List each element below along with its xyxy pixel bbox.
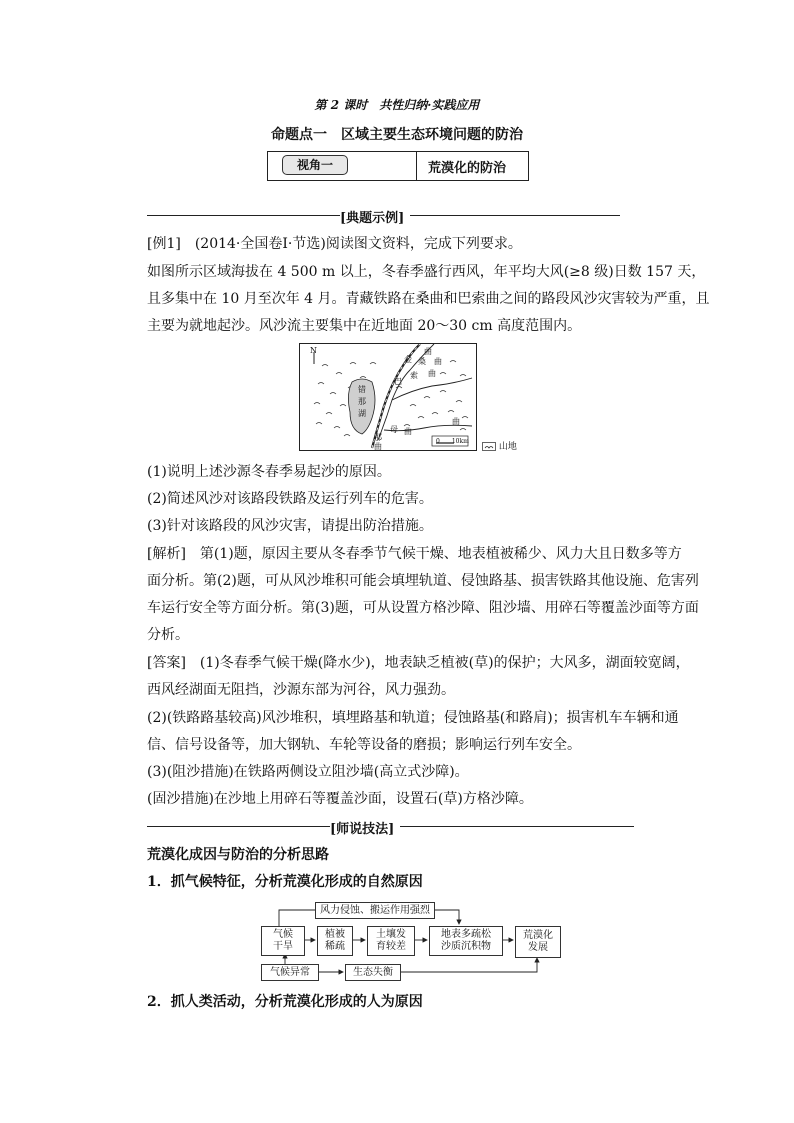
view-title: 荒漠化的防治 (428, 161, 507, 176)
map-label: 巴 (394, 377, 402, 386)
region-map (299, 343, 477, 451)
analysis-line: 车运行安全等方面分析。第(3)题，可从设置方格沙障、阻沙墙、用碎石等覆盖沙面等方面 (147, 600, 699, 616)
analysis-line: 面分析。第(2)题，可从风沙堆积可能会填埋轨道、侵蚀路基、损害铁路其他设施、危害列 (147, 573, 699, 589)
flow-box-eco-imbalance (345, 964, 401, 981)
flow-box-line: 荒漠化 (523, 930, 553, 941)
river (392, 378, 472, 400)
section-label-examples: [典题示例] (340, 211, 405, 226)
map-label: 曲 (404, 427, 412, 436)
map-north-label: N (310, 346, 317, 355)
map-label: 金 (404, 355, 412, 364)
map-label: 曲 (374, 442, 382, 451)
answer-line: (固沙措施)在沙地上用碎石等覆盖沙面，设置石(草)方格沙障。 (147, 791, 533, 807)
map-legend-label: 山地 (498, 442, 517, 452)
example-paragraph-line: 且多集中在 10 月至次年 4 月。青藏铁路在桑曲和巴索曲之间的路段风沙灾害较为严重，且 (147, 291, 710, 307)
flow-top-box (315, 902, 435, 919)
mountain-legend-icon (482, 442, 496, 451)
method-heading-2: 2．抓人类活动，分析荒漠化形成的人为原因 (147, 994, 423, 1010)
map-label: 那 (358, 397, 366, 406)
section-rule-right (400, 826, 634, 827)
map-label: 曲 (424, 347, 432, 356)
question-line: (2)简述风沙对该路段铁路及运行列车的危害。 (147, 491, 433, 507)
lesson-title: 第 2 课时 共性归纳·实践应用 (314, 98, 480, 112)
map-label: 桑 (418, 357, 426, 366)
view-divider (416, 152, 417, 180)
method-title: 荒漠化成因与防治的分析思路 (147, 847, 329, 863)
map-label: 错 (358, 385, 366, 394)
answer-line: 西风经湖面无阻挡，沙源东部为河谷，风力强劲。 (147, 682, 455, 698)
map-legend (482, 439, 517, 452)
flow-box-vegetation (317, 926, 353, 956)
map-label: 曲 (434, 357, 442, 366)
flow-box-line: 育较差 (376, 941, 406, 952)
flow-box-line: 沙质沉积物 (441, 941, 491, 952)
flow-top-label: 风力侵蚀、搬运作用强烈 (320, 904, 430, 916)
flow-box-drought (261, 926, 305, 956)
flow-box-label: 气候异常 (270, 966, 310, 978)
map-label: 湖 (358, 409, 366, 418)
map-label: 曲 (452, 417, 460, 426)
flow-box-line: 地表多疏松 (441, 929, 491, 940)
view-tag-label: 视角一 (296, 158, 333, 172)
example-prefix: [例1] (2014·全国卷Ⅰ·节选)阅读图文资料，完成下列要求。 (147, 236, 522, 252)
flow-box-label: 生态失衡 (353, 966, 393, 978)
flow-box-line: 干旱 (273, 941, 293, 952)
topic-title: 命题点一 区域主要生态环境问题的防治 (271, 127, 523, 143)
flow-box-climate-abnormal (261, 964, 319, 981)
section-rule-left (147, 826, 330, 827)
map-label: 曲 (428, 369, 436, 378)
method-heading-1: 1．抓气候特征，分析荒漠化形成的自然原因 (147, 874, 423, 890)
analysis-line: 分析。 (147, 627, 189, 643)
view-box (267, 151, 529, 181)
question-line: (3)针对该路段的风沙灾害，请提出防治措施。 (147, 518, 433, 534)
answer-line: (3)(阻沙措施)在铁路两侧设立阻沙墙(高立式沙障)。 (147, 764, 469, 780)
example-paragraph-line: 主要为就地起沙。风沙流主要集中在近地面 20～30 cm 高度范围内。 (147, 318, 582, 334)
map-label: 母 (390, 425, 398, 434)
map-label: 那 (374, 433, 382, 442)
section-rule-right (410, 215, 620, 216)
map-drawing (300, 344, 476, 450)
analysis-line: [解析] 第(1)题，原因主要从冬春季节气候干燥、地表植被稀少、风力大且日数多等方 (147, 546, 682, 562)
section-label-method: [师说技法] (330, 822, 395, 837)
flow-box-desertification (515, 926, 561, 958)
map-scale-label: 0 10km (436, 438, 469, 445)
flow-box-line: 植被 (325, 929, 345, 940)
question-line: (1)说明上述沙源冬春季易起沙的原因。 (147, 464, 391, 480)
answer-line: 信、信号设备等，加大钢轨、车轮等设备的磨损；影响运行列车安全。 (147, 737, 581, 753)
flow-box-surface (429, 926, 503, 956)
flow-box-line: 气候 (273, 929, 293, 940)
flow-diagram (255, 898, 575, 988)
flow-box-line: 稀疏 (325, 941, 345, 952)
map-label: 索 (410, 371, 418, 380)
view-tag (282, 155, 348, 175)
flow-box-soil (367, 926, 415, 956)
example-paragraph-line: 如图所示区域海拔在 4 500 m 以上，冬春季盛行西风，年平均大风(≥8 级)日数 157 天， (147, 264, 706, 280)
flow-box-line: 发展 (528, 942, 548, 953)
answer-line: [答案] (1)冬春季气候干燥(降水少)，地表缺乏植被(草)的保护；大风多，湖面较宽阔， (147, 655, 690, 671)
answer-line: (2)(铁路路基较高)风沙堆积，填埋路基和轨道；侵蚀路基(和路肩)；损害机车车辆和通 (147, 710, 679, 726)
flow-box-line: 土壤发 (376, 929, 406, 940)
section-rule-left (147, 215, 340, 216)
